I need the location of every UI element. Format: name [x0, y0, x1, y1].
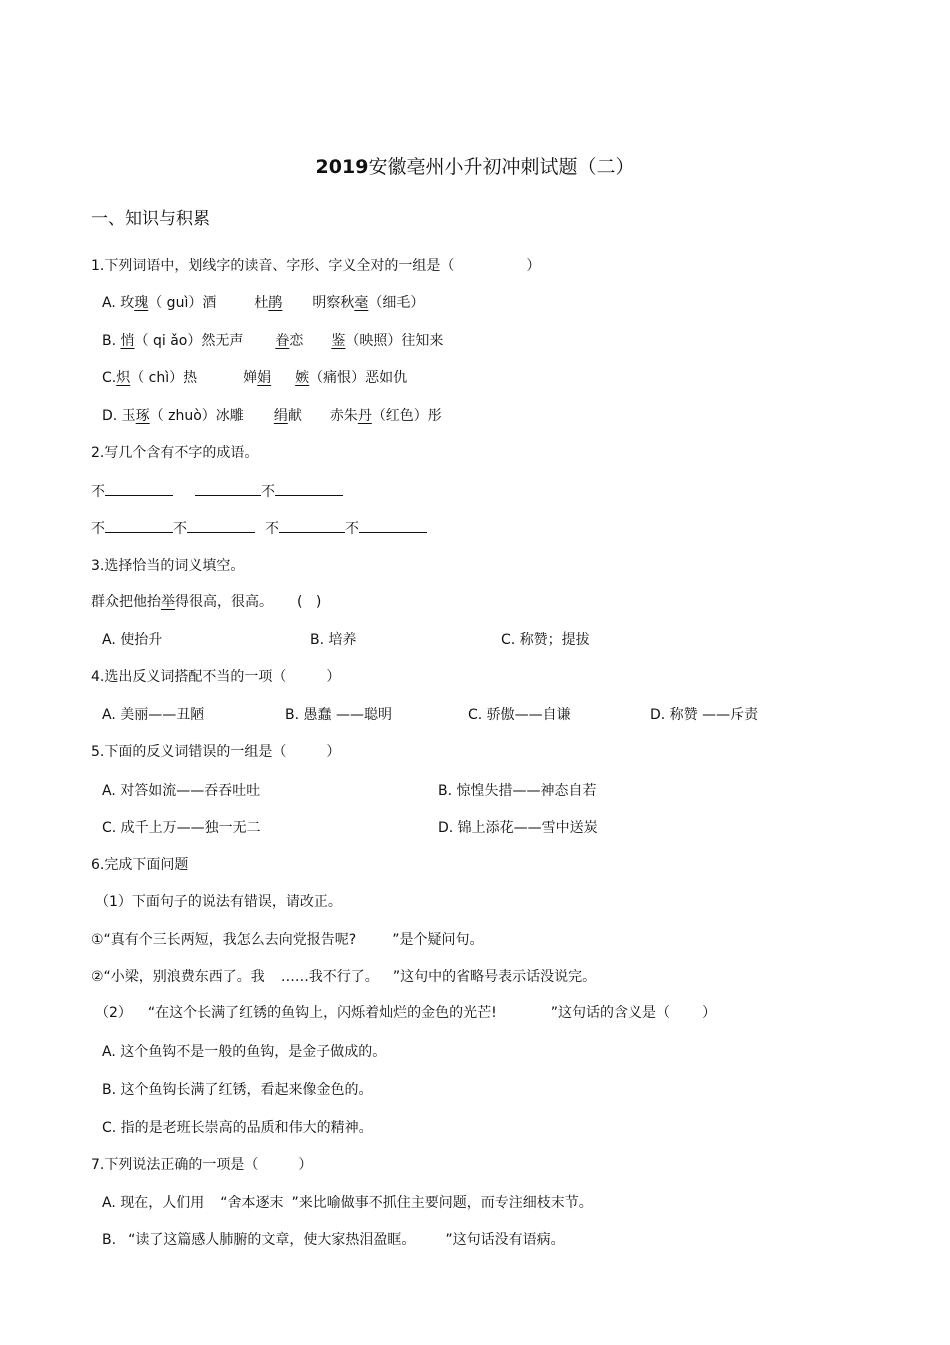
question-5-stem: 5.下面的反义词错误的一组是（ ） — [91, 744, 341, 760]
section-heading: 一、知识与积累 — [91, 209, 210, 229]
question-7-stem: 7.下列说法正确的一项是（ ） — [91, 1157, 313, 1173]
q6-part-1: （1）下面句子的说法有错误，请改正。 — [95, 894, 342, 910]
q6-option-b[interactable]: B. 这个鱼钩长满了红锈，看起来像金色的。 — [102, 1082, 373, 1098]
q3-option-c[interactable]: C. 称赞；提拔 — [501, 632, 590, 648]
q5-option-a[interactable]: A. 对答如流——吞吞吐吐 — [102, 783, 261, 799]
answer-blank[interactable] — [105, 481, 173, 496]
q2-blank-row-1: 不 不 — [91, 481, 343, 502]
q7-option-b[interactable]: B. “读了这篇感人肺腑的文章，使大家热泪盈眶。 ”这句话没有语病。 — [102, 1232, 565, 1248]
q5-option-d[interactable]: D. 锦上添花——雪中送炭 — [438, 820, 598, 836]
answer-blank[interactable] — [279, 518, 345, 533]
q6-part-2: （2） “在这个长满了红锈的鱼钩上，闪烁着灿烂的金色的光芒! ”这句话的含义是（ ） — [95, 1005, 717, 1021]
question-2-stem: 2.写几个含有不字的成语。 — [91, 445, 259, 461]
answer-blank[interactable] — [187, 518, 255, 533]
q1-option-c[interactable]: C.炽（ chì）热 婵娟 嫉（痛恨）恶如仇 — [102, 370, 408, 386]
question-3-stem: 3.选择恰当的词义填空。 — [91, 558, 245, 574]
q6-sentence-2: ②“小梁，别浪费东西了。我 ……我不行了。 ”这句中的省略号表示话没说完。 — [91, 969, 597, 985]
q7-option-a[interactable]: A. 现在，人们用 “舍本逐末 ”来比喻做事不抓住主要问题，而专注细枝末节。 — [102, 1195, 593, 1211]
q4-option-d[interactable]: D. 称赞 ——斥责 — [650, 707, 759, 723]
q3-option-b[interactable]: B. 培养 — [310, 632, 357, 648]
q4-option-b[interactable]: B. 愚蠢 ——聪明 — [285, 707, 392, 723]
question-1-stem: 1.下列词语中，划线字的读音、字形、字义全对的一组是（ ） — [91, 258, 541, 274]
q2-blank-row-2: 不 不 不 不 — [91, 518, 427, 539]
q6-option-a[interactable]: A. 这个鱼钩不是一般的鱼钩，是金子做成的。 — [102, 1044, 387, 1060]
q1-option-b[interactable]: B. 悄（ qi ǎo）然无声 眷恋 鉴（映照）往知来 — [102, 333, 444, 349]
question-4-stem: 4.选出反义词搭配不当的一项（ ） — [91, 669, 341, 685]
question-6-stem: 6.完成下面问题 — [91, 857, 189, 873]
q4-option-c[interactable]: C. 骄傲——自谦 — [468, 707, 571, 723]
answer-blank[interactable] — [105, 518, 173, 533]
q5-option-c[interactable]: C. 成千上万——独一无二 — [102, 820, 261, 836]
q5-option-b[interactable]: B. 惊惶失措——神态自若 — [438, 783, 597, 799]
page-title: 2019安徽亳州小升初冲刺试题（二） — [315, 156, 635, 178]
q1-option-d[interactable]: D. 玉琢（ zhuò）冰雕 绢献 赤朱丹（红色）彤 — [102, 408, 442, 424]
q6-option-c[interactable]: C. 指的是老班长崇高的品质和伟大的精神。 — [102, 1120, 373, 1136]
q3-sentence: 群众把他抬举得很高，很高。 ( ) — [91, 594, 322, 610]
answer-blank[interactable] — [275, 481, 343, 496]
q3-option-a[interactable]: A. 使抬升 — [102, 632, 163, 648]
q1-option-a[interactable]: A. 玫瑰（ guì）酒 杜鹃 明察秋毫（细毛） — [102, 295, 425, 311]
q4-option-a[interactable]: A. 美丽——丑陋 — [102, 707, 205, 723]
q6-sentence-1: ①“真有个三长两短，我怎么去向党报告呢? ”是个疑问句。 — [91, 932, 484, 948]
answer-blank[interactable] — [195, 481, 261, 496]
answer-blank[interactable] — [359, 518, 427, 533]
